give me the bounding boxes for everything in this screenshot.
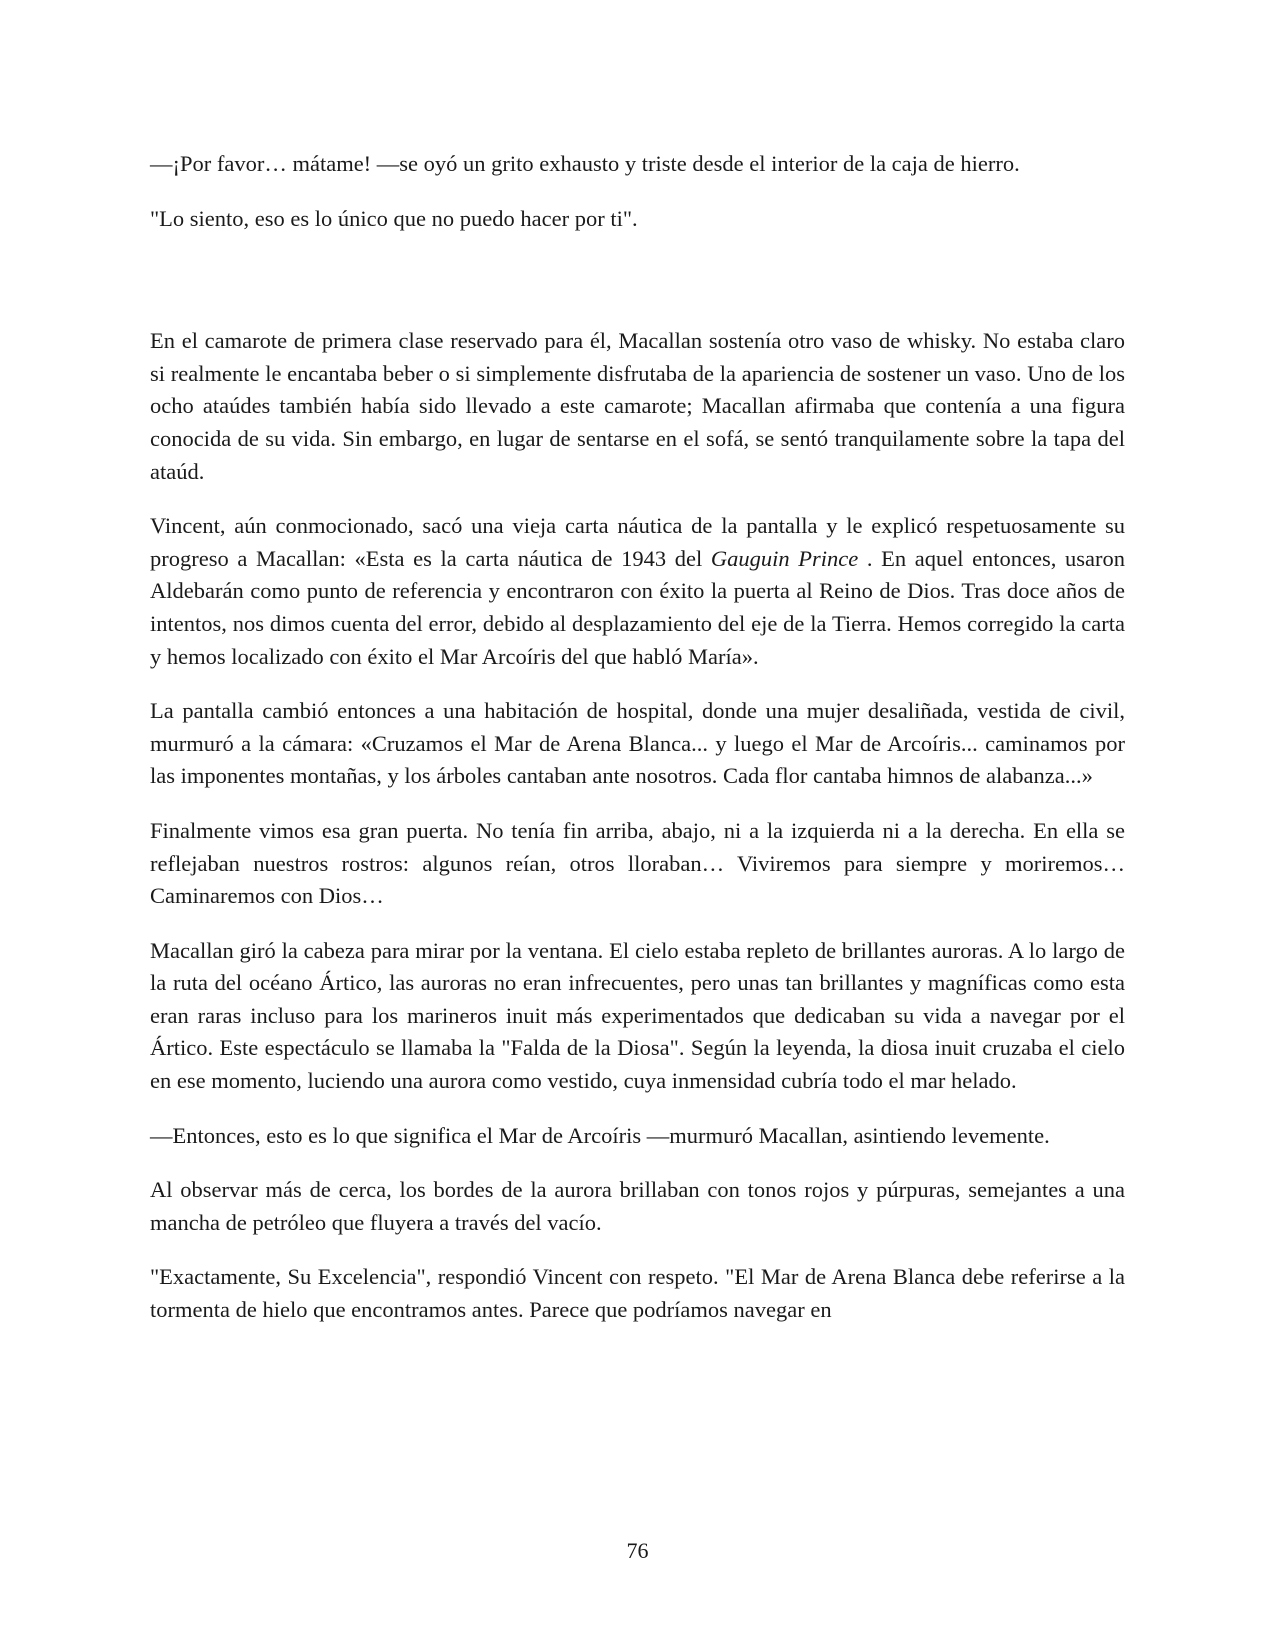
ship-name: Gauguin Prince — [710, 545, 859, 571]
chart-text-intro: Vincent, aún conmocionado, sacó una vieja carta náutica de la pantalla y le explicó respetuosamente su progreso a Macallan: «Esta es la carta náutica de 1943 del — [150, 513, 1125, 571]
chart-text-rest: . En aquel entonces, usaron Aldebarán como punto de referencia y encontraron con éxito la puerta al Reino de Dios. Tras doce años de intentos, nos dimos cuenta del error, debido al desplazamiento del eje de la Tierra. Hemos corregido la carta y hemos localizado con éxito el Mar Arcoíris del que habló María». — [150, 545, 1126, 669]
paragraph-great-door: Finalmente vimos esa gran puerta. No tenía fin arriba, abajo, ni a la izquierda ni a la derecha. En ella se reflejaban nuestros rostros: algunos reían, otros lloraban… Viviremos para siempre y moriremos… Caminaremos con Dios… — [150, 817, 1125, 909]
paragraph-cabin: En el camarote de primera clase reservado para él, Macallan sostenía otro vaso de whisky. No estaba claro si realmente le encantaba beber o si simplemente disfrutaba de la apariencia de sostener un vaso. Uno de los ocho ataúdes también había sido llevado a este camarote; Macallan afirmaba que contenía a una figura conocida de su vida. Sin embargo, en lugar de sentarse en el sofá, se sentó tranquilamente sobre la tapa del ataúd. — [150, 328, 1125, 484]
paragraph-nautical-chart — [150, 510, 1125, 673]
page-number: 76 — [626, 1538, 649, 1563]
page-body — [150, 148, 1125, 1327]
paragraph-aurora: Macallan giró la cabeza para mirar por la ventana. El cielo estaba repleto de brillantes auroras. A lo largo de la ruta del océano Ártico, las auroras no eran infrecuentes, pero unas tan brillantes y magníficas como esta eran raras incluso para los marineros inuit más experimentados que dedicaban su vida a navegar por el Ártico. Este espectáculo se llamaba la "Falda de la Diosa". Según la leyenda, la diosa inuit cruzaba el cielo en ese momento, luciendo una aurora como vestido, cuya inmensidad cubría todo el mar helado. — [150, 937, 1125, 1094]
paragraph-white-sand-sea: "Exactamente, Su Excelencia", respondió Vincent con respeto. "El Mar de Arena Blanca debe referirse a la tormenta de hielo que encontramos antes. Parece que podríamos navegar en — [150, 1264, 1125, 1323]
paragraph-dialogue-reply: "Lo siento, eso es lo único que no puedo hacer por ti". — [150, 205, 638, 231]
paragraph-rainbow-sea: —Entonces, esto es lo que significa el Mar de Arcoíris —murmuró Macallan, asintiendo levemente. — [150, 1122, 1050, 1148]
paragraph-dialogue-plea: —¡Por favor… mátame! —se oyó un grito exhausto y triste desde el interior de la caja de hierro. — [150, 151, 1020, 176]
paragraph-aurora-edges: Al observar más de cerca, los bordes de la aurora brillaban con tonos rojos y púrpuras, semejantes a una mancha de petróleo que fluyera a través del vacío. — [150, 1177, 1125, 1235]
paragraph-hospital: La pantalla cambió entonces a una habitación de hospital, donde una mujer desaliñada, vestida de civil, murmuró a la cámara: «Cruzamos el Mar de Arena Blanca... y luego el Mar de Arcoíris... caminamos por las imponentes montañas, y los árboles cantaban ante nosotros. Cada flor cantaba himnos de alabanza...» — [150, 698, 1125, 789]
